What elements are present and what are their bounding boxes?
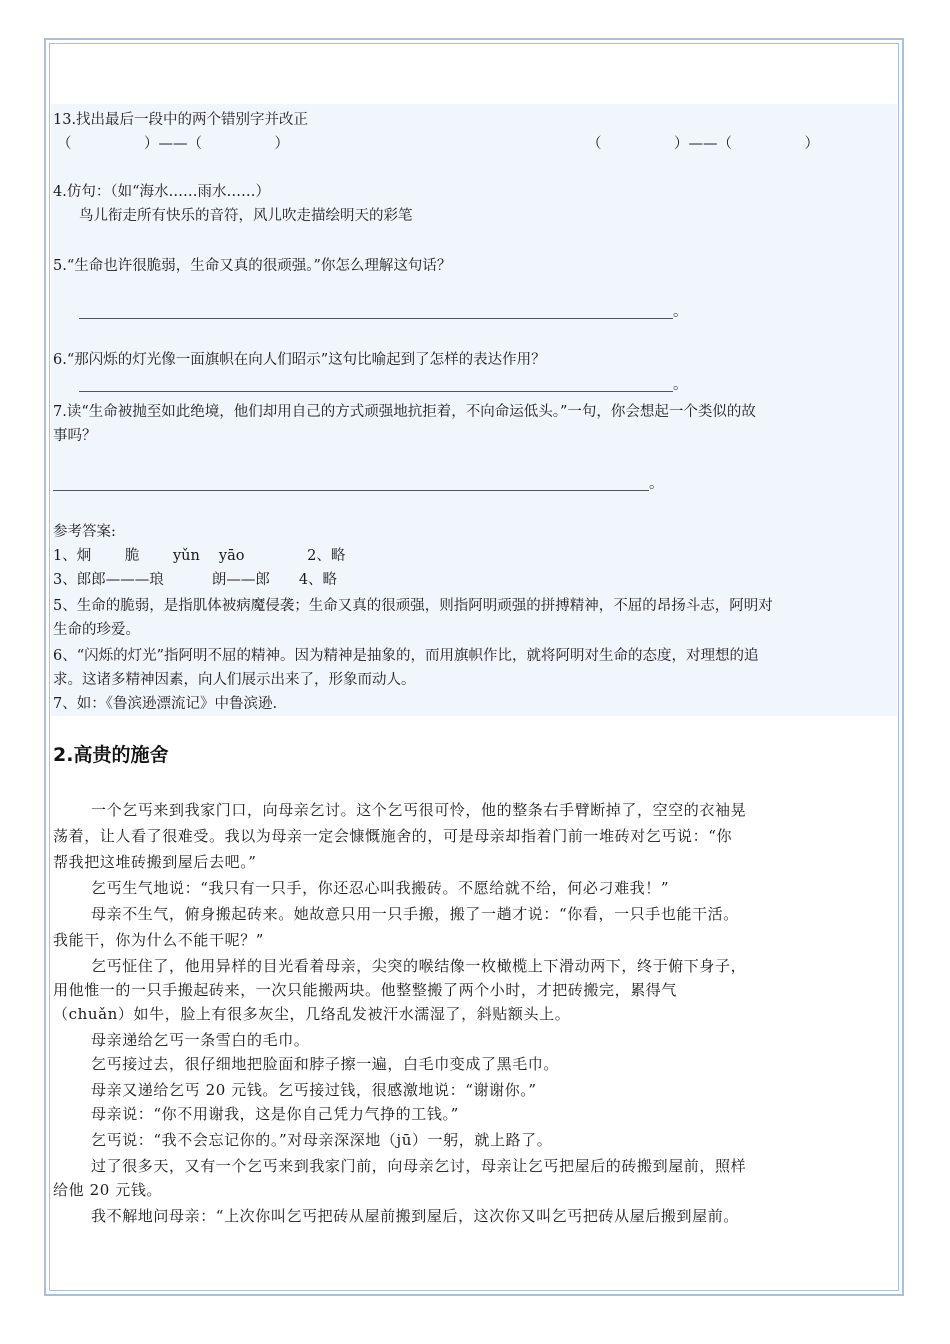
story-line: 帮我把这堆砖搬到屋后去吧。” xyxy=(53,853,257,871)
question-6-answer-line[interactable] xyxy=(79,391,673,392)
story-line: 我能干，你为什么不能干呢？” xyxy=(53,931,265,949)
question-7-line-2: 事吗？ xyxy=(53,428,97,444)
story-line: 我不解地问母亲：“上次你叫乞丐把砖从屋前搬到屋后，这次你又叫乞丐把砖从屋后搬到屋前。 xyxy=(91,1207,739,1225)
answer-line: 6、“闪烁的灯光”指阿明不屈的精神。因为精神是抽象的，而用旗帜作比，就将阿明对生命的态度，对理想的追 xyxy=(53,648,759,664)
story-line: 母亲说：“你不用谢我，这是你自己凭力气挣的工钱。” xyxy=(91,1105,459,1123)
answer-line: 1、炯 脆 yǔn yāo 2、略 xyxy=(53,548,346,564)
answer-line: 生命的珍爱。 xyxy=(53,622,140,638)
story-line: 用他惟一的一只手搬起砖来，一次只能搬两块。他整整搬了两个小时，才把砖搬完，累得气 xyxy=(53,981,678,999)
question-7-period: 。 xyxy=(649,476,664,492)
question-7-answer-line[interactable] xyxy=(53,490,649,491)
story-line: 乞丐说：“我不会忘记你的。”对母亲深深地（jū）一躬，就上路了。 xyxy=(91,1131,553,1149)
story-line: 母亲又递给乞丐 20 元钱。乞丐接过钱，很感激地说：“谢谢你。” xyxy=(91,1081,537,1099)
question-4-title: 4.仿句：（如“海水……雨水……） xyxy=(53,184,270,200)
story-line: 乞丐生气地说：“我只有一只手，你还忍心叫我搬砖。不愿给就不给，何必刁难我！” xyxy=(91,879,670,897)
answer-line: 3、郎郎———琅 朗——郎 4、略 xyxy=(53,572,338,588)
question-5-period: 。 xyxy=(673,304,688,320)
story-line: 一个乞丐来到我家门口，向母亲乞讨。这个乞丐很可怜，他的整条右手臂断掉了，空空的衣袖晃 xyxy=(91,801,747,819)
question-6-title: 6.“那闪烁的灯光像一面旗帜在向人们昭示”这句比喻起到了怎样的表达作用？ xyxy=(53,352,546,368)
story-line: 给他 20 元钱。 xyxy=(53,1181,163,1199)
question-13-blank-b[interactable]: （ ）——（ ） xyxy=(587,136,819,152)
question-6-period: 。 xyxy=(673,377,688,393)
story-line: 母亲不生气，俯身搬起砖来。她故意只用一只手搬，搬了一趟才说：“你看，一只手也能干活。 xyxy=(91,905,739,923)
question-13-blank-a[interactable]: （ ）——（ ） xyxy=(57,136,289,152)
question-5-answer-line[interactable] xyxy=(79,318,673,319)
answer-line: 5、生命的脆弱，是指肌体被病魔侵袭；生命又真的很顽强，则指阿明顽强的拼搏精神，不屈的昂扬斗志，阿明对 xyxy=(53,598,773,614)
answer-line: 求。这诸多精神因素，向人们展示出来了，形象而动人。 xyxy=(53,672,416,688)
story-line: （chuǎn）如牛，脸上有很多灰尘，几络乱发被汗水濡湿了，斜贴额头上。 xyxy=(53,1005,571,1023)
question-4-sentence: 鸟儿衔走所有快乐的音符，风儿吹走描绘明天的彩笔 xyxy=(79,208,413,224)
question-5-title: 5.“生命也许很脆弱，生命又真的很顽强。”你怎么理解这句话？ xyxy=(53,258,452,274)
story-line: 母亲递给乞丐一条雪白的毛巾。 xyxy=(91,1031,310,1049)
answers-heading: 参考答案: xyxy=(53,524,116,540)
story-line: 乞丐怔住了，他用异样的目光看着母亲，尖突的喉结像一枚橄榄上下滑动两下，终于俯下身子， xyxy=(91,957,747,975)
story-line: 过了很多天，又有一个乞丐来到我家门前，向母亲乞讨，母亲让乞丐把屋后的砖搬到屋前，照样 xyxy=(91,1157,747,1175)
question-7-line-1: 7.读“生命被抛至如此绝境，他们却用自己的方式顽强地抗拒着，不向命运低头。”一句，你会想起一个类似的故 xyxy=(53,404,756,420)
story-line: 荡着，让人看了很难受。我以为母亲一定会慷慨施舍的，可是母亲却指着门前一堆砖对乞丐说：“你 xyxy=(53,827,733,845)
question-13-title: 13.找出最后一段中的两个错别字并改正 xyxy=(53,112,309,128)
story-line: 乞丐接过去，很仔细地把脸面和脖子擦一遍，白毛巾变成了黑毛巾。 xyxy=(91,1055,560,1073)
answer-line: 7、如：《鲁滨逊漂流记》中鲁滨逊. xyxy=(53,696,278,712)
section-2-title: 2.高贵的施舍 xyxy=(53,744,169,766)
